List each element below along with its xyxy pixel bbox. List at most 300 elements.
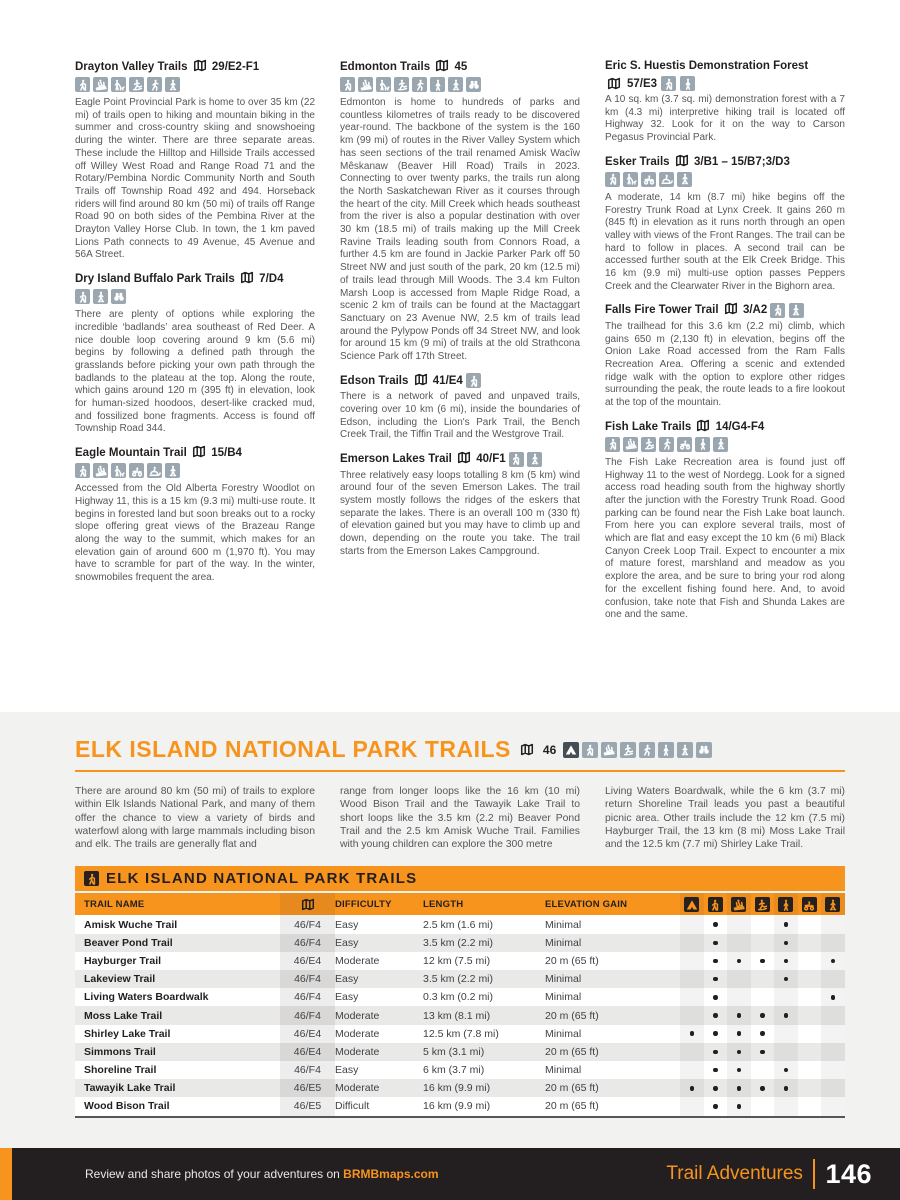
activity-cell-snowshoeing <box>821 1006 845 1024</box>
column-header-camping <box>680 893 704 915</box>
article-map-ref-line <box>605 76 845 91</box>
activity-cell-skating <box>751 1097 775 1115</box>
article-title <box>340 451 580 467</box>
activity-cell-atv <box>798 952 822 970</box>
table-row <box>75 1006 845 1024</box>
table-row <box>75 988 845 1006</box>
activity-dot <box>713 995 718 1000</box>
article-title <box>605 154 845 169</box>
map-ref-cell: 46/F4 <box>280 988 335 1006</box>
intro-column-1: There are around 80 km (50 mi) of trails to explore within Elk Islands National Park, and many of them offer the chance to view a variety of birds and waterfowl along with large mammals including bison and elk. The trails are generally flat and <box>75 786 315 851</box>
difficulty-cell: Easy <box>335 973 359 986</box>
article-activity-icons <box>75 289 315 304</box>
activity-cell-walking <box>774 934 798 952</box>
difficulty-cell: Easy <box>335 936 359 949</box>
walking-icon <box>695 437 710 452</box>
snowshoeing-icon <box>165 463 180 478</box>
map-book-icon <box>457 451 471 464</box>
article-title <box>75 445 315 460</box>
trail-name-cell: Simmons Trail <box>84 1045 156 1058</box>
skiing-icon <box>623 437 638 452</box>
activity-cell-snowshoeing <box>821 1043 845 1061</box>
table-title: ELK ISLAND NATIONAL PARK TRAILS <box>106 870 418 888</box>
article-map-ref: 40/F1 <box>473 453 509 466</box>
activity-cell-hiking <box>704 934 728 952</box>
activity-cell-walking <box>774 952 798 970</box>
activity-dot <box>737 1050 742 1055</box>
trail-name-cell: Shirley Lake Trail <box>84 1027 171 1040</box>
activity-cell-camping <box>680 1079 704 1097</box>
column-header-skiing <box>727 893 751 915</box>
activity-dot <box>737 1086 742 1091</box>
page-footer <box>0 1148 900 1200</box>
activity-cell-skiing <box>727 952 751 970</box>
running-icon <box>659 437 674 452</box>
activity-cell-skiing <box>727 970 751 988</box>
section-title: ELK ISLAND NATIONAL PARK TRAILS <box>75 736 511 762</box>
difficulty-cell: Easy <box>335 1064 359 1077</box>
activity-cell-camping <box>680 970 704 988</box>
footer-divider <box>813 1159 816 1189</box>
article-map-ref: 29/E2-F1 <box>208 61 260 73</box>
section-intro <box>75 785 845 851</box>
article-activity-icons <box>605 437 845 452</box>
activity-dot <box>737 1013 742 1018</box>
column-header-difficulty: DIFFICULTY <box>335 899 392 911</box>
activity-cell-camping <box>680 934 704 952</box>
activity-cell-atv <box>798 1025 822 1043</box>
map-ref-cell: 46/E4 <box>280 1043 335 1061</box>
activity-cell-hiking <box>704 1043 728 1061</box>
difficulty-cell: Easy <box>335 991 359 1004</box>
article-map-ref: 45 <box>451 61 468 73</box>
section-map-ref: 46 <box>542 742 557 757</box>
hiking-icon <box>466 373 481 388</box>
trail-name-cell: Hayburger Trail <box>84 954 162 967</box>
column-header-elevation: ELEVATION GAIN <box>545 899 628 911</box>
footer-page-info <box>666 1159 872 1190</box>
elevation-cell: 20 m (65 ft) <box>545 1009 599 1022</box>
table-row <box>75 1025 845 1043</box>
activity-cell-camping <box>680 952 704 970</box>
column-header-map <box>280 893 335 915</box>
table-row <box>75 1097 845 1115</box>
length-cell: 0.3 km (0.2 mi) <box>423 991 494 1004</box>
hiking-icon <box>75 77 90 92</box>
activity-cell-atv <box>798 1006 822 1024</box>
article-title <box>75 271 315 286</box>
hiking-icon <box>605 437 620 452</box>
camping-icon <box>563 742 579 758</box>
article-body: There are plenty of options while exploring the incredible ‘badlands’ area southeast of Red Deer. A nice double loop covering around 9 km (5.6 mi) begins by following a defined path through the grasslands before picking your own path through the badlands to the plateau at the top. Along the route, which gains around 120 m (395 ft) in elevation, look for human-sized hoodoos, desert-like cracked mud, and fossilized bone fragments. Access is found off Township Road 344. <box>75 309 315 435</box>
activity-dot <box>713 1013 718 1018</box>
activity-cell-atv <box>798 934 822 952</box>
map-book-icon <box>193 59 207 72</box>
hiking-icon <box>582 742 598 758</box>
camping-icon <box>684 897 699 912</box>
snowshoeing-icon <box>825 897 840 912</box>
activity-cell-skating <box>751 952 775 970</box>
activity-dot <box>784 977 789 982</box>
activity-cell-skating <box>751 988 775 1006</box>
activity-cell-skating <box>751 934 775 952</box>
elevation-cell: Minimal <box>545 1064 582 1077</box>
activity-dot <box>784 1086 789 1091</box>
skating-icon <box>641 437 656 452</box>
activity-dot <box>713 977 718 982</box>
map-ref-cell: 46/E5 <box>280 1079 335 1097</box>
article-body: There is a network of paved and unpaved trails, covering over 10 km (6 mi), inside the boundaries of Edson, including the Lion's Park Trail, the Bench Creek Trail, the Tiffin Trail and the Westgrove Trail. <box>340 391 580 441</box>
article-title-text: Emerson Lakes Trail <box>340 453 456 466</box>
activity-cell-camping <box>680 1025 704 1043</box>
map-book-icon <box>192 445 206 458</box>
activity-cell-camping <box>680 1061 704 1079</box>
map-ref-cell: 46/F4 <box>280 1061 335 1079</box>
article-emerson-lakes-trail <box>340 451 580 558</box>
articles-column-3 <box>605 50 845 712</box>
article-activity-icons <box>605 172 845 187</box>
length-cell: 3.5 km (2.2 mi) <box>423 936 494 949</box>
map-book-icon <box>607 77 621 90</box>
activity-dot <box>784 1013 789 1018</box>
table-row <box>75 1079 845 1097</box>
trail-name-cell: Living Waters Boardwalk <box>84 991 209 1004</box>
map-ref-cell: 46/F4 <box>280 915 335 933</box>
activity-cell-walking <box>774 1079 798 1097</box>
activity-cell-snowshoeing <box>821 1079 845 1097</box>
activity-cell-hiking <box>704 988 728 1006</box>
activity-dot <box>713 1050 718 1055</box>
article-edson-trails <box>340 373 580 442</box>
snowshoeing-icon <box>789 303 804 318</box>
atv-icon <box>802 897 817 912</box>
article-map-ref: 57/E3 <box>627 77 658 90</box>
elevation-cell: Minimal <box>545 1027 582 1040</box>
activity-cell-atv <box>798 970 822 988</box>
table-row <box>75 1061 845 1079</box>
page-number: 146 <box>825 1158 872 1189</box>
difficulty-cell: Moderate <box>335 1082 380 1095</box>
activity-cell-skating <box>751 970 775 988</box>
dog-walking-icon <box>376 77 391 92</box>
walking-icon <box>680 76 695 91</box>
map-book-icon <box>240 271 254 284</box>
activity-cell-camping <box>680 1097 704 1115</box>
hiking-icon <box>509 452 524 467</box>
activity-cell-snowshoeing <box>821 988 845 1006</box>
activity-cell-walking <box>774 1061 798 1079</box>
table-header-row <box>75 893 845 915</box>
article-title <box>605 419 845 434</box>
activity-cell-skating <box>751 1006 775 1024</box>
article-body: Edmonton is home to hundreds of parks and countless kilometres of trails ready to be discovered year-round. The backbone of the system is the 160 km (99 mi) of routes in the River Valley System which has seen sections of the trail renamed Amisk Wacîw Mêskanaw (Beaver Hill Road) Trails in 2023. Connecting to over twenty parks, the trails run along the North Saskatchewan River as it courses through the heart of the city. Mill Creek which heads southeast from the river is also a popular destination with over 30 km (18.5 mi) of trails making up the Mill Creek Ravine Trails leading south from Connors Road, a further 4.5 km are found in Jackie Parker Park off 50 Street NW and just south of the park, 20 km (12.5 mi) of trails lead through Mill Woods. The 3.4 km Fulton Marsh Loop is accessed from Maple Ridge Road, a scenic 2 km of trails can be found at the Mactaggart Sanctuary on 23 Avenue NW, 2.5 km of trails lead around the Pylypow Ponds off 34 Street NW, and look for around 15 km (9 mi) of trails at the old Strathcona Science Park off 17th Street. <box>340 97 580 363</box>
activity-cell-hiking <box>704 1025 728 1043</box>
walking-icon <box>778 897 793 912</box>
snowshoeing-icon <box>93 289 108 304</box>
activity-cell-walking <box>774 988 798 1006</box>
elevation-cell: Minimal <box>545 991 582 1004</box>
activity-dot <box>784 1068 789 1073</box>
article-title <box>340 59 580 74</box>
skating-icon <box>129 77 144 92</box>
column-header-snowshoeing <box>821 893 845 915</box>
length-cell: 12.5 km (7.8 mi) <box>423 1027 499 1040</box>
activity-dot <box>760 1086 765 1091</box>
length-cell: 16 km (9.9 mi) <box>423 1100 491 1113</box>
article-body: Eagle Point Provincial Park is home to over 35 km (22 mi) of trails open to hiking and mountain biking in the summer and cross-country skiing and snowshoeing during the winter. There are three separate areas. These include the Hilltop and Hillside Trails accessed off Willey West Road and Range Road 71 and the Rotary/Pembina Nordic Community North and South Trails off Township Road 492 and 494. Horseback riders will find around 80 km (50 mi) of trails off Range Road 90 on both sides of the Pembina River at the Drayton Valley Horse Club. In town, the 1 km paved Lions Path connects to 49 Avenue, 45 Avenue and 56A Street. <box>75 97 315 261</box>
article-esker-trails <box>605 154 845 294</box>
intro-column-3: Living Waters Boardwalk, while the 6 km (3.7 mi) return Shoreline Trail leads you past a beautiful picnic area. Other trails include the 12 km (7.5 mi) Hayburger Trail, the 13 km (8 mi) Moss Lake Trail and the 12.5 km (7.7 mi) Shirley Lake Trail. <box>605 786 845 851</box>
article-title-text: Fish Lake Trails <box>605 420 695 433</box>
dog-walking-icon <box>111 463 126 478</box>
section-activity-icons <box>563 742 712 758</box>
table-row <box>75 934 845 952</box>
activity-dot <box>713 922 718 927</box>
skating-icon <box>620 742 636 758</box>
activity-cell-atv <box>798 988 822 1006</box>
activity-cell-skiing <box>727 934 751 952</box>
skiing-icon <box>731 897 746 912</box>
activity-dot <box>737 1104 742 1109</box>
article-title-text: Dry Island Buffalo Park Trails <box>75 273 238 286</box>
skating-icon <box>394 77 409 92</box>
article-title <box>605 302 845 318</box>
activity-dot <box>690 1031 695 1036</box>
snowmobiling-icon <box>147 463 162 478</box>
length-cell: 5 km (3.1 mi) <box>423 1045 485 1058</box>
table-row <box>75 970 845 988</box>
activity-cell-skiing <box>727 988 751 1006</box>
brmbmaps-link: BRMBmaps.com <box>343 1167 439 1181</box>
article-map-ref: 3/A2 <box>739 304 771 317</box>
length-cell: 12 km (7.5 mi) <box>423 954 491 967</box>
activity-cell-snowshoeing <box>821 1097 845 1115</box>
article-activity-icons <box>75 463 315 478</box>
activity-cell-atv <box>798 1043 822 1061</box>
snowshoeing-icon <box>713 437 728 452</box>
activity-cell-camping <box>680 1006 704 1024</box>
elevation-cell: 20 m (65 ft) <box>545 1045 599 1058</box>
map-ref-cell: 46/E4 <box>280 952 335 970</box>
trail-name-cell: Wood Bison Trail <box>84 1100 170 1113</box>
atv-icon <box>129 463 144 478</box>
activity-dot <box>760 1050 765 1055</box>
elevation-cell: 20 m (65 ft) <box>545 1100 599 1113</box>
activity-dot <box>737 1031 742 1036</box>
activity-cell-snowshoeing <box>821 952 845 970</box>
article-body: Accessed from the Old Alberta Forestry Woodlot on Highway 11, this is a 15 km (9.3 mi) multi-use route. It begins in forested land but soon breaks out to a rocky slope offering great views of the Brazeau Range along the way to the summit, which makes for an elevation gain of around 600 m (1,970 ft). You may have to scramble for part of the way. In the winter, snowmobiles frequent the area. <box>75 483 315 584</box>
snowshoeing-icon <box>448 77 463 92</box>
activity-dot <box>713 1068 718 1073</box>
elevation-cell: Minimal <box>545 973 582 986</box>
table-title-bar <box>75 866 845 893</box>
map-ref-cell: 46/F4 <box>280 1006 335 1024</box>
activity-cell-snowshoeing <box>821 970 845 988</box>
article-body: A 10 sq. km (3.7 sq. mi) demonstration forest with a 7 km (4.3 mi) interpretive hiking trail is located off Highway 32. Look for it on the way to Carson Pegasus Provincial Park. <box>605 94 845 144</box>
length-cell: 6 km (3.7 mi) <box>423 1064 485 1077</box>
article-fish-lake-trails <box>605 419 845 622</box>
table-row <box>75 915 845 933</box>
activity-cell-walking <box>774 1043 798 1061</box>
elk-island-heading-row <box>75 736 845 763</box>
article-activity-icons <box>75 77 315 92</box>
article-body: A moderate, 14 km (8.7 mi) hike begins off the Forestry Trunk Road at Lynx Creek. It gains 260 m (845 ft) in elevation as it runs north through an open valley with views of the Front Ranges. The trail can be hard to follow in places. A second trail can be accessed further south at the Elk Creek Bridge. This 16 km (9.9 mi) multi-use option passes Peppers Creek and the Clearwater River in the Bighorn area. <box>605 191 845 292</box>
difficulty-cell: Moderate <box>335 954 380 967</box>
activity-cell-atv <box>798 1097 822 1115</box>
activity-cell-skiing <box>727 915 751 933</box>
footer-tagline-text: Review and share photos of your adventures on <box>85 1167 344 1181</box>
length-cell: 16 km (9.9 mi) <box>423 1082 491 1095</box>
activity-dot <box>737 959 742 964</box>
activity-cell-camping <box>680 988 704 1006</box>
activity-dot <box>831 959 836 964</box>
activity-cell-atv <box>798 915 822 933</box>
activity-cell-camping <box>680 915 704 933</box>
elevation-cell: Minimal <box>545 936 582 949</box>
trail-name-cell: Lakeview Trail <box>84 973 156 986</box>
activity-cell-skiing <box>727 1097 751 1115</box>
activity-cell-skating <box>751 1061 775 1079</box>
activity-cell-walking <box>774 970 798 988</box>
article-title-text: Falls Fire Tower Trail <box>605 304 722 317</box>
activity-cell-walking <box>774 1025 798 1043</box>
running-icon <box>412 77 427 92</box>
articles-column-1 <box>75 50 315 712</box>
activity-dot <box>713 1104 718 1109</box>
difficulty-cell: Moderate <box>335 1027 380 1040</box>
activity-cell-skating <box>751 1025 775 1043</box>
difficulty-cell: Moderate <box>335 1045 380 1058</box>
article-title-text: Drayton Valley Trails <box>75 61 191 73</box>
trail-name-cell: Beaver Pond Trail <box>84 936 173 949</box>
article-title <box>340 373 580 389</box>
article-body: The trailhead for this 3.6 km (2.2 mi) climb, which gains 650 m (2,130 ft) in elevation, begins off the Onion Lake Road accessed from the Ram Falls Recreation Area. Offering a scenic and extended ridge walk with the option to explore other ridges surrounding the peak, the route leads to a fire lookout at the top of the mountain. <box>605 320 845 409</box>
activity-cell-hiking <box>704 952 728 970</box>
activity-cell-walking <box>774 1006 798 1024</box>
length-cell: 3.5 km (2.2 mi) <box>423 973 494 986</box>
article-title-text: Edmonton Trails <box>340 61 434 73</box>
activity-dot <box>784 941 789 946</box>
column-header-trail-name: TRAIL NAME <box>84 899 145 911</box>
article-body: The Fish Lake Recreation area is found just off Highway 11 to the west of Nordegg. Look for a signed access road heading south from the highway shortly after the junction with the Forestry Trunk Road. Good parking can be found near the Fish Lake boat launch. From here you can explore several trails, most of which are flat and easy except the 10 km (6 mi) Black Canyon Creek Loop Trail. Expect to encounter a mix of mature forest, marshland and meadow as you explore the area, and be sure to bring your rod along for the excellent fishing found here. And, to avoid confusion, take note that Fish and Shunda Lakes are one and the same. <box>605 456 845 621</box>
map-book-icon <box>414 373 428 386</box>
length-cell: 13 km (8.1 mi) <box>423 1009 491 1022</box>
activity-dot <box>784 922 789 927</box>
activity-cell-walking <box>774 915 798 933</box>
articles-column-2 <box>340 50 580 712</box>
article-title <box>75 59 315 74</box>
hiking-icon <box>84 871 99 886</box>
hiking-icon <box>75 463 90 478</box>
hiking-icon <box>708 897 723 912</box>
map-ref-cell: 46/F4 <box>280 934 335 952</box>
skiing-icon <box>358 77 373 92</box>
map-book-icon <box>696 419 710 432</box>
activity-cell-atv <box>798 1079 822 1097</box>
length-cell: 2.5 km (1.6 mi) <box>423 918 494 931</box>
activity-cell-skating <box>751 1079 775 1097</box>
intro-column-2: range from longer loops like the 16 km (10 mi) Wood Bison Trail and the Tawayik Lake Trail to short loops like the 3.5 km (2.2 mi) Beaver Pond Trail and the 2.5 km Amisk Wuche Trail. Families with young children can explore the 300 metre <box>340 786 580 851</box>
activity-cell-hiking <box>704 1097 728 1115</box>
article-activity-icons <box>340 77 580 92</box>
article-title-text: Edson Trails <box>340 374 412 387</box>
activity-cell-skiing <box>727 1006 751 1024</box>
article-drayton-valley-trails <box>75 59 315 262</box>
table-body <box>75 915 845 1115</box>
column-header-atv <box>798 893 822 915</box>
binoculars-icon <box>466 77 481 92</box>
table-bottom-border <box>75 1116 845 1118</box>
snowshoeing-icon <box>677 742 693 758</box>
activity-dot <box>760 1013 765 1018</box>
trails-table <box>75 866 845 1117</box>
elevation-cell: Minimal <box>545 918 582 931</box>
article-map-ref: 14/G4-F4 <box>712 420 765 433</box>
activity-cell-hiking <box>704 1006 728 1024</box>
trail-name-cell: Shoreline Trail <box>84 1064 157 1077</box>
activity-cell-skiing <box>727 1061 751 1079</box>
walking-icon <box>430 77 445 92</box>
activity-dot <box>713 1031 718 1036</box>
footer-tagline <box>85 1167 439 1181</box>
map-ref-cell: 46/F4 <box>280 970 335 988</box>
map-book-icon <box>435 59 449 72</box>
trail-name-cell: Moss Lake Trail <box>84 1009 163 1022</box>
hiking-icon <box>770 303 785 318</box>
article-edmonton-trails <box>340 59 580 364</box>
activity-cell-camping <box>680 1043 704 1061</box>
skiing-icon <box>93 463 108 478</box>
map-book-icon <box>301 898 315 911</box>
article-title-text: Eagle Mountain Trail <box>75 447 191 460</box>
article-body: Three relatively easy loops totalling 8 km (5 km) wind around four of the seven Emerson Lakes. The trail system mostly follows the ridges of the eskers that separate the lakes. There is an overall 100 m (330 ft) of elevation gained but you may have to climb up and down, depending on the route you take. The trail starts from the Emerson Lakes Campground. <box>340 469 580 557</box>
activity-cell-snowshoeing <box>821 1061 845 1079</box>
article-title <box>605 59 845 73</box>
map-book-icon <box>724 302 738 315</box>
running-icon <box>639 742 655 758</box>
activity-dot <box>760 1031 765 1036</box>
trail-name-cell: Amisk Wuche Trail <box>84 918 178 931</box>
activity-cell-snowshoeing <box>821 934 845 952</box>
article-map-ref: 3/B1 – 15/B7;3/D3 <box>690 155 790 168</box>
article-map-ref: 7/D4 <box>255 273 284 286</box>
dog-walking-icon <box>111 77 126 92</box>
footer-orange-tab <box>0 1148 12 1200</box>
footer-section-label: Trail Adventures <box>666 1163 803 1184</box>
snowshoeing-icon <box>165 77 180 92</box>
article-eric-s-huestis-demonstration-forest <box>605 59 845 145</box>
elk-island-section <box>0 712 900 1148</box>
activity-cell-skiing <box>727 1025 751 1043</box>
snowmobiling-icon <box>659 172 674 187</box>
table-row <box>75 952 845 970</box>
activity-cell-skating <box>751 1043 775 1061</box>
activity-dot <box>690 1086 695 1091</box>
difficulty-cell: Moderate <box>335 1009 380 1022</box>
running-icon <box>147 77 162 92</box>
snowshoeing-icon <box>527 452 542 467</box>
skating-icon <box>755 897 770 912</box>
column-header-hiking <box>704 893 728 915</box>
trail-name-cell: Tawayik Lake Trail <box>84 1082 176 1095</box>
activity-dot <box>760 959 765 964</box>
activity-cell-atv <box>798 1061 822 1079</box>
activity-dot <box>713 941 718 946</box>
table-row <box>75 1043 845 1061</box>
hiking-icon <box>340 77 355 92</box>
activity-cell-walking <box>774 1097 798 1115</box>
map-ref-cell: 46/E5 <box>280 1097 335 1115</box>
